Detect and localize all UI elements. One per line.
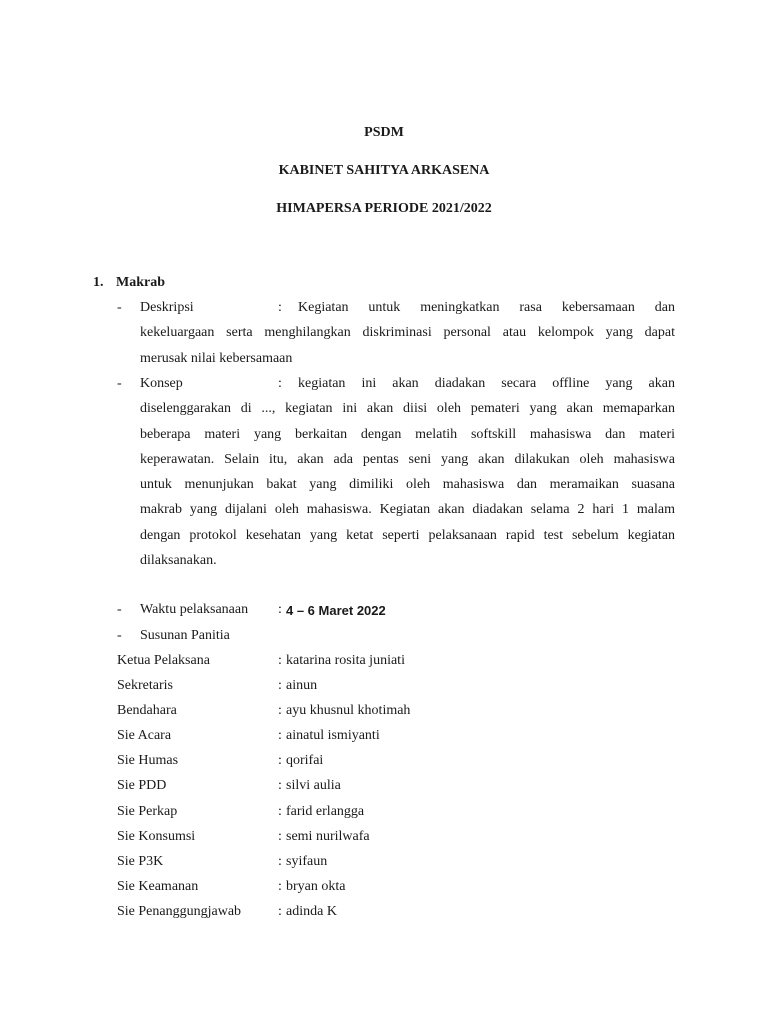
panitia-role: Ketua Pelaksana bbox=[117, 653, 210, 668]
konsep-line: dengan protokol kesehatan yang ketat seperti pelaksanaan rapid test sebelum kegiatan bbox=[140, 527, 675, 543]
waktu-value: 4 – 6 Maret 2022 bbox=[286, 603, 386, 618]
konsep-colon: : bbox=[278, 376, 282, 391]
panitia-name: ainatul ismiyanti bbox=[286, 728, 380, 743]
bullet-deskripsi: - bbox=[117, 300, 122, 315]
panitia-name: farid erlangga bbox=[286, 804, 365, 819]
konsep-line: untuk menunjukan bakat yang dimiliki oleh mahasiswa dan meramaikan suasana bbox=[140, 477, 675, 493]
header-psdm: PSDM bbox=[364, 125, 404, 140]
bullet-susunan: - bbox=[117, 628, 122, 643]
panitia-role: Sekretaris bbox=[117, 678, 173, 693]
panitia-role: Sie Perkap bbox=[117, 804, 178, 819]
konsep-text bbox=[140, 371, 675, 573]
panitia-colon: : bbox=[278, 829, 282, 844]
panitia-name: silvi aulia bbox=[286, 778, 341, 793]
panitia-colon: : bbox=[278, 728, 282, 743]
panitia-colon: : bbox=[278, 904, 282, 919]
panitia-colon: : bbox=[278, 804, 282, 819]
susunan-label: Susunan Panitia bbox=[140, 628, 230, 643]
waktu-colon: : bbox=[278, 602, 282, 617]
panitia-colon: : bbox=[278, 753, 282, 768]
bullet-konsep: - bbox=[117, 376, 122, 391]
panitia-name: adinda K bbox=[286, 904, 337, 919]
konsep-label: Konsep bbox=[140, 376, 183, 391]
section-number: 1. bbox=[93, 275, 104, 290]
konsep-line: keperawatan. Selain itu, akan ada pentas seni yang akan dilakukan oleh mahasiswa bbox=[140, 451, 675, 467]
deskripsi-label: Deskripsi bbox=[140, 300, 194, 315]
panitia-colon: : bbox=[278, 678, 282, 693]
panitia-role: Sie Konsumsi bbox=[117, 829, 196, 844]
panitia-colon: : bbox=[278, 879, 282, 894]
panitia-colon: : bbox=[278, 778, 282, 793]
deskripsi-line: merusak nilai kebersamaan bbox=[140, 350, 293, 366]
panitia-role: Bendahara bbox=[117, 703, 177, 718]
konsep-line: dilaksanakan. bbox=[140, 553, 217, 569]
panitia-role: Sie PDD bbox=[117, 778, 167, 793]
deskripsi-text bbox=[140, 295, 675, 371]
konsep-line: kegiatan ini akan diadakan secara offline yang akan bbox=[298, 376, 675, 391]
waktu-label: Waktu pelaksanaan bbox=[140, 602, 249, 617]
panitia-name: semi nurilwafa bbox=[286, 829, 370, 844]
deskripsi-line: Kegiatan untuk meningkatkan rasa kebersamaan dan bbox=[298, 300, 675, 315]
panitia-role: Sie Acara bbox=[117, 728, 172, 743]
panitia-name: syifaun bbox=[286, 854, 328, 869]
panitia-name: katarina rosita juniati bbox=[286, 653, 405, 668]
konsep-line: diselenggarakan di ..., kegiatan ini akan diisi oleh pemateri yang akan memaparkan bbox=[140, 401, 675, 417]
panitia-role: Sie Humas bbox=[117, 753, 179, 768]
panitia-colon: : bbox=[278, 854, 282, 869]
panitia-name: ainun bbox=[286, 678, 318, 693]
bullet-waktu: - bbox=[117, 602, 122, 617]
panitia-role: Sie Keamanan bbox=[117, 879, 199, 894]
panitia-colon: : bbox=[278, 653, 282, 668]
panitia-name: ayu khusnul khotimah bbox=[286, 703, 411, 718]
header-himapersa: HIMAPERSA PERIODE 2021/2022 bbox=[276, 201, 492, 216]
panitia-role: Sie Penanggungjawab bbox=[117, 904, 242, 919]
panitia-name: qorifai bbox=[286, 753, 324, 768]
panitia-role: Sie P3K bbox=[117, 854, 164, 869]
panitia-colon: : bbox=[278, 703, 282, 718]
section-title: Makrab bbox=[116, 275, 165, 290]
deskripsi-line: kekeluargaan serta menghilangkan diskriminasi personal atau kelompok yang dapat bbox=[140, 325, 675, 341]
konsep-line: makrab yang dijalani oleh mahasiswa. Kegiatan akan diadakan selama 2 hari 1 malam bbox=[140, 502, 675, 518]
header-kabinet: KABINET SAHITYA ARKASENA bbox=[278, 163, 490, 178]
konsep-line: beberapa materi yang berkaitan dengan melatih softskill mahasiswa dan materi bbox=[140, 426, 675, 442]
deskripsi-colon: : bbox=[278, 300, 282, 315]
panitia-name: bryan okta bbox=[286, 879, 346, 894]
